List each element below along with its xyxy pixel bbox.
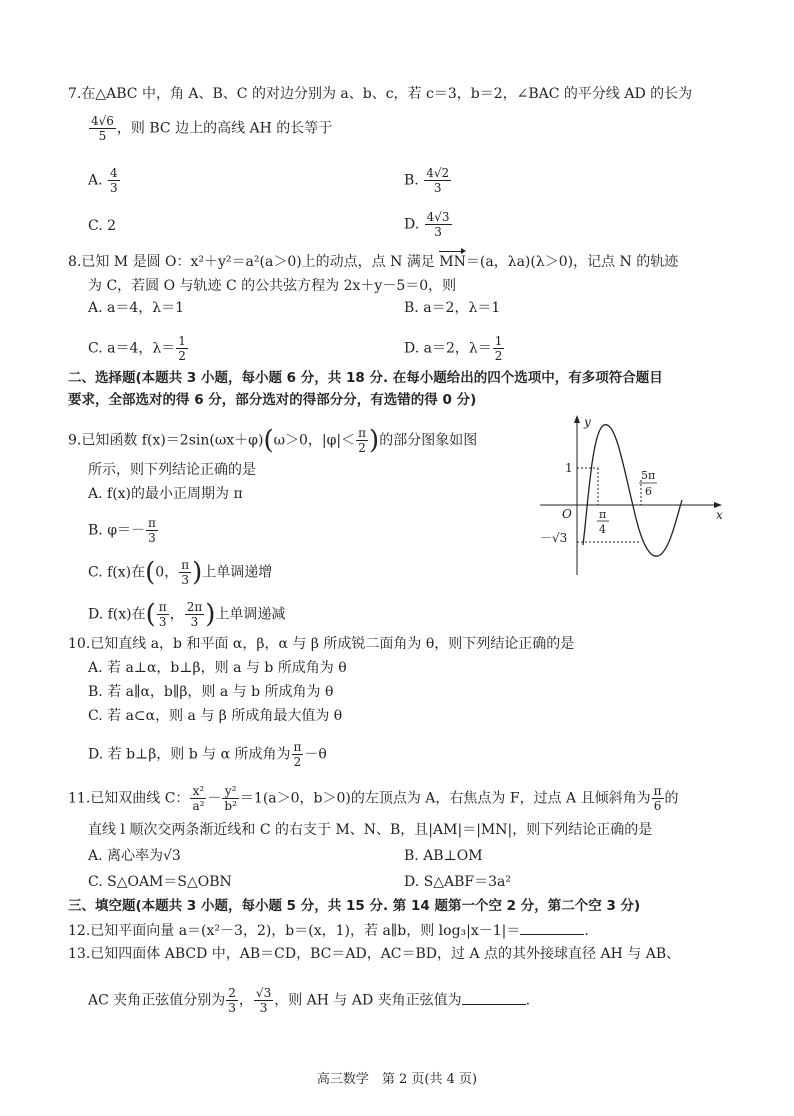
q7-option-a: A. $\frac{4}{3}$ — [88, 166, 118, 195]
q8-option-c: C. a＝4，λ＝ $\frac{1}{2}$ — [88, 334, 186, 363]
tick-label-5pi6-den: 6 — [645, 485, 652, 498]
q7-stem-line1: 7.在△ABC 中，角 A、B、C 的对边分别为 a、b、c，若 c＝3，b＝2，∠BAC 的平分线 AD 的长为 — [68, 86, 693, 102]
q9-option-b: B. φ＝－ $\frac{\pi}{3}$ — [88, 516, 156, 545]
q7-option-c: C. 2 — [88, 218, 117, 234]
section3-header: 三、填空题(本题共 3 小题，每小题 5 分，共 15 分. 第 14 题第一个空 2 分，第二个空 3 分) — [68, 898, 641, 914]
y-axis-label: y — [584, 415, 591, 429]
sine-curve — [583, 425, 682, 557]
section2-header-line2: 要求，全部选对的得 6 分，部分选对的得部分分，有选错的得 0 分) — [68, 392, 477, 408]
q9-option-d: D. f(x)在( $\frac{\pi}{3}$ ， $\frac{2\pi}{3}$ )上单调递减 — [88, 599, 286, 630]
q12-answer-blank[interactable] — [520, 920, 584, 935]
q10-stem: 10.已知直线 a，b 和平面 α，β，α 与 β 所成锐二面角为 θ，则下列结论正确的是 — [68, 636, 575, 652]
q11-stem-line1: 11.已知双曲线 C： $\frac{\text{x²}}{\text{a²}}$ － $\frac{\text{y²}}{\text{b²}}$ ＝1(a＞0，b＞0)的左顶点为 A，右焦点为 F，过点 A 且倾斜角为 $\frac{\pi}{6}$ 的 — [68, 784, 679, 813]
q9-stem-line2: 所示，则下列结论正确的是 — [88, 462, 256, 478]
q9-function-graph — [530, 410, 730, 580]
q11-option-b: B. AB⊥OM — [404, 848, 483, 864]
q11-stem-line2: 直线 l 顺次交两条渐近线和 C 的右支于 M、N、B，且|AM|＝|MN|，则下列结论正确的是 — [88, 822, 653, 838]
page-footer: 高三数学 第 2 页(共 4 页) — [316, 1072, 478, 1087]
tick-label-pi4-num: π — [599, 508, 607, 521]
tick-label-5pi6-num: 5π — [641, 469, 656, 482]
q7-stem-line2: $\frac{4√6}{5}$ ，则 BC 边上的高线 AH 的长等于 — [91, 114, 333, 143]
q9-option-a: A. f(x)的最小正周期为 π — [88, 486, 243, 502]
q7-ad-length-fraction: $\frac{4√6}{5}$ — [91, 114, 114, 143]
q8-option-b: B. a＝2，λ＝1 — [404, 300, 501, 316]
q10-option-b: B. 若 a∥α，b∥β，则 a 与 b 所成角为 θ — [88, 684, 334, 700]
tick-label-pi4-den: 4 — [599, 523, 606, 536]
q9-stem-line1: 9.已知函数 f(x)＝2sin(ωx＋φ)(ω＞0，|φ|＜ $\frac{\pi}{2}$ )的部分图象如图 — [68, 425, 478, 456]
q10-option-a: A. 若 a⊥α，b⊥β，则 a 与 b 所成角为 θ — [88, 660, 347, 676]
q8-option-d: D. a＝2，λ＝ $\frac{1}{2}$ — [404, 334, 503, 363]
q10-option-d: D. 若 b⊥β，则 b 与 α 所成角为 $\frac{\pi}{2}$ －θ — [88, 740, 327, 769]
tick-label-1: 1 — [565, 461, 573, 475]
vector-mn: MN — [439, 254, 466, 270]
q7-option-b: B. $\frac{4√2}{3}$ — [404, 166, 450, 195]
q13-answer-blank[interactable] — [462, 990, 526, 1005]
tick-label-neg-sqrt3: －√3 — [540, 531, 568, 545]
q8-stem-line1: 8.已知 M 是圆 O：x²＋y²＝a²(a＞0)上的动点，点 N 满足 MN＝(a，λa)(λ＞0)，记点 N 的轨迹 — [68, 254, 679, 270]
q9-option-c: C. f(x)在(0， $\frac{\pi}{3}$ )上单调递增 — [88, 557, 273, 588]
q7-option-d: D. $\frac{4√3}{3}$ — [404, 210, 450, 239]
q10-option-c: C. 若 a⊂α，则 a 与 β 所成角最大值为 θ — [88, 708, 343, 724]
q12-stem: 12.已知平面向量 a＝(x²－3，2)，b＝(x，1)，若 a∥b，则 log₃|x－1|＝ . — [68, 920, 589, 941]
section2-header-line1: 二、选择题(本题共 3 小题，每小题 6 分，共 18 分. 在每小题给出的四个选项中，有多项符合题目 — [68, 370, 663, 386]
q13-stem-line2: AC 夹角正弦值分别为 $\frac{2}{3}$ ， $\frac{√3}{3}$ ，则 AH 与 AD 夹角正弦值为 . — [88, 986, 531, 1015]
q13-stem-line1: 13.已知四面体 ABCD 中，AB＝CD，BC＝AD，AC＝BD，过 A 点的其外接球直径 AH 与 AB、 — [68, 946, 681, 962]
q8-option-a: A. a＝4，λ＝1 — [88, 300, 185, 316]
origin-label: O — [562, 507, 572, 521]
y-axis-arrow — [574, 415, 580, 423]
q11-option-d: D. S△ABF＝3a² — [404, 874, 511, 890]
x-axis-label: x — [716, 508, 723, 522]
q11-option-a: A. 离心率为√3 — [88, 848, 181, 864]
q11-option-c: C. S△OAM＝S△OBN — [88, 874, 232, 890]
q8-stem-line2: 为 C，若圆 O 与轨迹 C 的公共弦方程为 2x＋y－5＝0，则 — [88, 278, 457, 294]
